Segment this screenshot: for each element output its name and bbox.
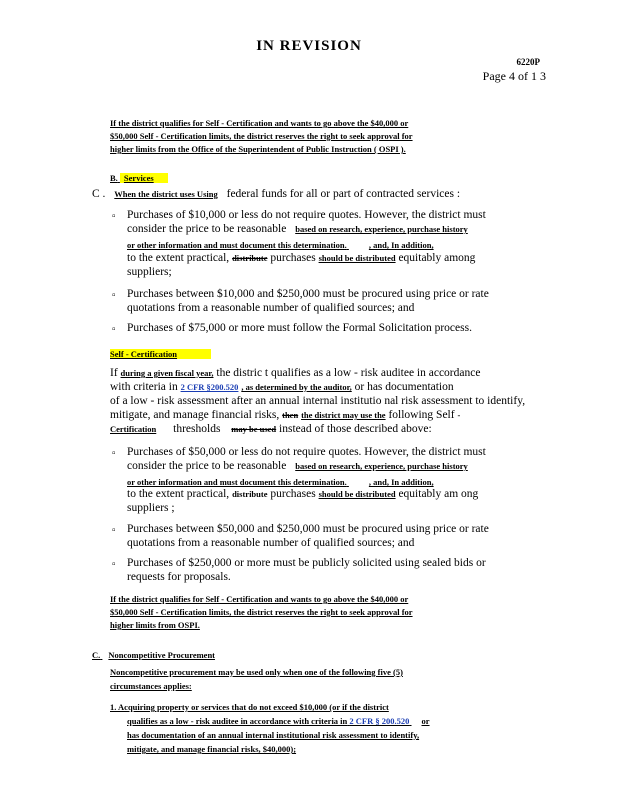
section-b-label: B. [110, 173, 118, 183]
sc-bullet3-line2: requests for proposals. [127, 571, 231, 583]
self-cert-para-line4: mitigate, and manage financial risks, then the district may use the following Self - [110, 409, 461, 421]
sc-bullet2-line2: quotations from a reasonable number of qualified sources; and [127, 537, 415, 549]
section-b-title: Services [120, 173, 168, 183]
sc-bullet1-line5: suppliers ; [127, 502, 175, 514]
section-c-para-line1: Noncompetitive procurement may be used only when one of the following five (5) [110, 667, 403, 677]
section-c-item1-line3: has documentation of an annual internal institutional risk assessment to identify, [127, 730, 420, 740]
policy-number: 6220P [516, 57, 540, 67]
section-c-item1-line4: mitigate, and manage financial risks, $40,000); [127, 744, 297, 754]
b-bullet2-line1: Purchases between $10,000 and $250,000 must be procured using price or rate [127, 288, 489, 300]
square-bullet-icon: ▫ [112, 290, 116, 301]
square-bullet-icon: ▫ [112, 559, 116, 570]
sc-end-line-1: If the district qualifies for Self - Certification and wants to go above the $40,000 or [110, 594, 409, 604]
b-bullet1-line2: consider the price to be reasonable based on research, experience, purchase history [127, 223, 468, 235]
section-c-label: C. [92, 650, 101, 660]
sc-bullet3-line1: Purchases of $250,000 or more must be publicly solicited using sealed bids or [127, 557, 486, 569]
b-bullet2-line2: quotations from a reasonable number of qualified sources; and [127, 302, 415, 314]
square-bullet-icon: ▫ [112, 211, 116, 222]
b-bullet1-line4: to the extent practical, distribute purchases should be distributed equitably among [127, 252, 476, 264]
square-bullet-icon: ▫ [112, 448, 116, 459]
b-bullet1-line5: suppliers; [127, 266, 172, 278]
sc-bullet1-line2: consider the price to be reasonable based on research, experience, purchase history [127, 460, 468, 472]
self-cert-para-line5: Certification thresholds may be used instead of those described above: [110, 423, 432, 435]
self-cert-para-line1: If during a given fiscal year, the distric t qualifies as a low - risk auditee in accordance [110, 367, 481, 379]
b-bullet1-line1: Purchases of $10,000 or less do not require quotes. However, the district must [127, 209, 486, 221]
section-c-marker: C . [92, 188, 106, 200]
section-c-item1-line2: qualifies as a low - risk auditee in accordance with criteria in 2 CFR § 200.520 or [127, 716, 430, 726]
self-cert-heading: Self - Certification [110, 349, 211, 359]
page-title: IN REVISION [256, 38, 362, 54]
sc-bullet1-line3: or other information and must document this determination. , and, In addition, [127, 477, 434, 487]
cfr-link[interactable]: 2 CFR § 200.520 [349, 716, 410, 726]
top-block-line-2: $50,000 Self - Certification limits, the district reserves the right to seek approval for [110, 131, 413, 141]
section-c-item1-line1: 1. Acquiring property or services that do not exceed $10,000 (or if the district [110, 702, 389, 712]
cfr-link[interactable]: 2 CFR §200.520 [180, 382, 239, 392]
b-bullet1-line3: or other information and must document this determination. , and, In addition, [127, 240, 434, 250]
square-bullet-icon: ▫ [112, 324, 116, 335]
self-cert-para-line3: of a low - risk assessment after an annual internal institutio nal risk assessment to identify, [110, 395, 526, 407]
sc-bullet1-line4: to the extent practical, distribute purchases should be distributed equitably am ong [127, 488, 479, 500]
section-c-para-line2: circumstances applies: [110, 681, 192, 691]
top-block-line-3: higher limits from the Office of the Superintendent of Public Instruction ( OSPI ). [110, 144, 406, 154]
section-b-intro: C . When the district uses Using federal funds for all or part of contracted services : [92, 188, 461, 200]
page-number: Page 4 of 1 3 [482, 69, 546, 83]
self-cert-para-line2: with criteria in 2 CFR §200.520 , as determined by the auditor, or has documentation [110, 381, 454, 393]
sc-bullet2-line1: Purchases between $50,000 and $250,000 must be procured using price or rate [127, 523, 489, 535]
section-b-heading [110, 173, 168, 183]
sc-bullet1-line1: Purchases of $50,000 or less do not require quotes. However, the district must [127, 446, 486, 458]
square-bullet-icon: ▫ [112, 525, 116, 536]
sc-end-line-2: $50,000 Self - Certification limits, the district reserves the right to seek approval for [110, 607, 413, 617]
b-bullet3-line1: Purchases of $75,000 or more must follow the Formal Solicitation process. [127, 322, 472, 334]
sc-end-line-3: higher limits from OSPI. [110, 620, 200, 630]
section-c-heading: C. Noncompetitive Procurement [92, 650, 216, 660]
top-block-line-1: If the district qualifies for Self - Certification and wants to go above the $40,000 or [110, 118, 409, 128]
